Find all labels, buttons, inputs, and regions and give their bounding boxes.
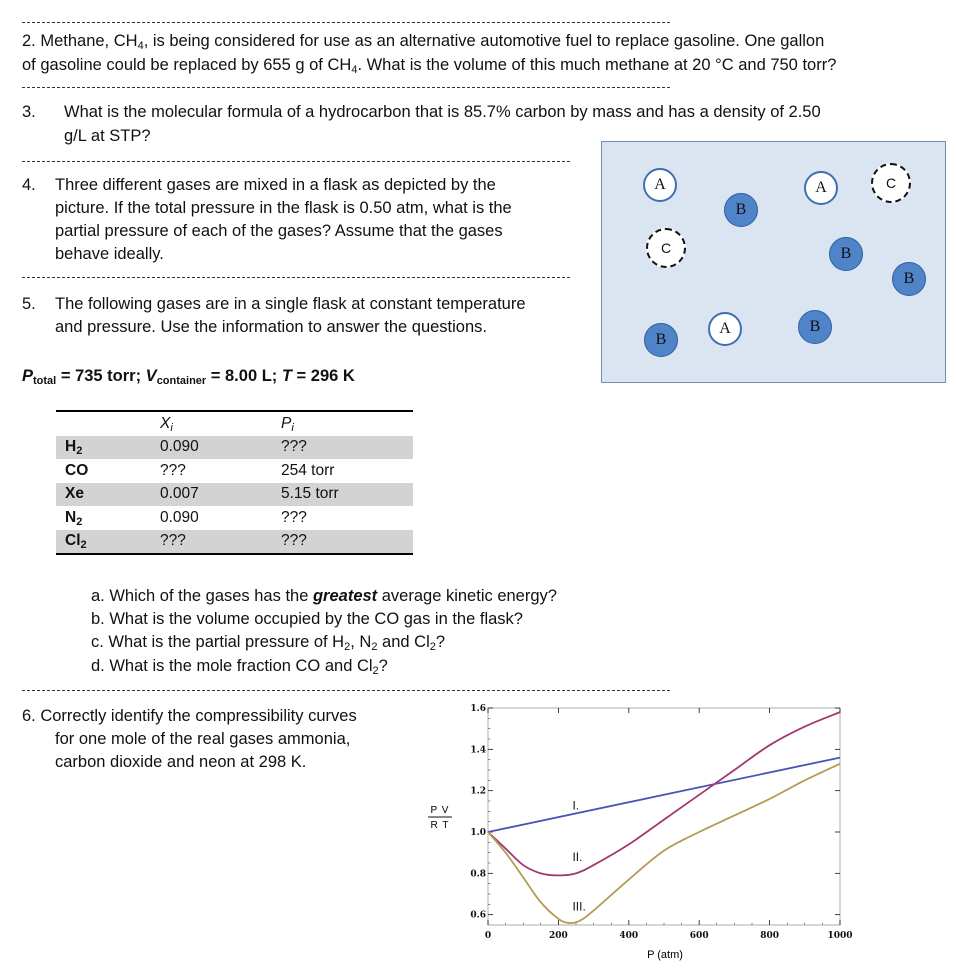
- question-2-line-1: 2. Methane, $CH_4$, is being considered for use as an alternative automotive fuel to replace gasoline. One gallon: [22, 32, 825, 52]
- separator: [22, 277, 570, 278]
- question-4-line-3: partial pressure of each of the gases? Assume that the gases: [55, 222, 503, 240]
- molecule-a: A: [804, 171, 838, 205]
- mole-fraction: ???: [160, 461, 186, 479]
- gas-name: CO: [65, 461, 89, 479]
- y-axis-label-numerator: P V: [430, 805, 450, 816]
- mole-fraction: 0.090: [160, 508, 199, 526]
- gas-name: $N_2$: [65, 508, 83, 528]
- molecule-b: B: [724, 193, 758, 227]
- partial-pressure: 254 torr: [281, 461, 335, 479]
- x-axis-ticks: [485, 708, 853, 941]
- y-axis-label-denominator: R T: [430, 820, 450, 831]
- molecule-b: B: [892, 262, 926, 296]
- question-5-number: 5.: [22, 295, 36, 313]
- molecule-c: C: [646, 228, 686, 268]
- x-tick-label: 200: [549, 931, 568, 941]
- question-2-line-2: of gasoline could be replaced by 655 g of $CH_4$. What is the volume of this much methane at 20 °C and 750 torr?: [22, 56, 837, 76]
- x-tick-label: 800: [760, 931, 779, 941]
- question-5-line-1: The following gases are in a single flask at constant temperature: [55, 295, 526, 313]
- question-6-line-1: 6. Correctly identify the compressibility curves: [22, 707, 357, 725]
- flask-diagram: [601, 141, 946, 383]
- table-header-row: [56, 411, 413, 436]
- mole-fraction-header: $X_i$: [160, 414, 173, 434]
- table-row: [56, 506, 413, 530]
- question-6-line-2: for one mole of the real gases ammonia,: [55, 730, 351, 748]
- partial-pressure: ???: [281, 530, 413, 555]
- molecule-c: C: [871, 163, 911, 203]
- partial-pressure: 5.15 torr: [281, 483, 413, 507]
- curves: [488, 712, 840, 923]
- y-tick-label: 1.2: [470, 786, 486, 797]
- question-3-line-1: What is the molecular formula of a hydrocarbon that is 85.7% carbon by mass and has a density of 2.50: [64, 103, 821, 121]
- mole-fraction: 0.090: [160, 436, 281, 460]
- gas-name: $H_2$: [56, 436, 160, 460]
- question-3-number: 3.: [22, 103, 36, 121]
- gas-data-table: [56, 410, 413, 555]
- molecule-b: B: [644, 323, 678, 357]
- curve-label-2: II.: [572, 849, 583, 864]
- question-5-line-2: and pressure. Use the information to answer the questions.: [55, 318, 487, 336]
- table-row: [56, 530, 413, 555]
- y-tick-label: 0.8: [470, 869, 486, 880]
- x-tick-label: 400: [619, 931, 639, 941]
- separator: [22, 22, 670, 23]
- question-5a: a. Which of the gases has the greatest average kinetic energy?: [91, 587, 557, 605]
- gas-name: $Cl_2$: [56, 530, 160, 555]
- y-tick-label: 1.6: [470, 704, 486, 714]
- curve-labels: [572, 798, 585, 913]
- molecule-a: A: [708, 312, 742, 346]
- question-5-conditions: $P_{total} = 735$ torr; $V_{container} = 8.00$ L; T = 296 K: [22, 367, 355, 387]
- question-3-line-2: g/L at STP?: [64, 127, 151, 145]
- partial-pressure-header: $P_i$: [281, 414, 294, 434]
- question-4-line-2: picture. If the total pressure in the flask is 0.50 atm, what is the: [55, 199, 512, 217]
- question-5b: b. What is the volume occupied by the CO gas in the flask?: [91, 610, 523, 628]
- separator: [22, 161, 570, 162]
- question-4-number: 4.: [22, 176, 36, 194]
- curve-1: [488, 758, 840, 832]
- molecule-b: B: [798, 310, 832, 344]
- compressibility-chart: [420, 700, 853, 962]
- y-tick-label: 1.4: [470, 745, 486, 756]
- x-tick-label: 600: [689, 931, 709, 941]
- separator: [22, 690, 670, 691]
- molecule-b: B: [829, 237, 863, 271]
- question-6-line-3: carbon dioxide and neon at 298 K.: [55, 753, 307, 771]
- separator: [22, 87, 670, 88]
- question-4-line-1: Three different gases are mixed in a flask as depicted by the: [55, 176, 496, 194]
- x-tick-label: 1000: [827, 931, 853, 941]
- x-tick-label: 0: [484, 931, 492, 941]
- plot-border: [488, 708, 840, 925]
- gas-name: Xe: [56, 483, 160, 507]
- curve-label-3: III.: [572, 899, 586, 914]
- curve-label-1: I.: [572, 798, 580, 813]
- mole-fraction: ???: [160, 530, 281, 555]
- molecule-a: A: [643, 168, 677, 202]
- table-row: [56, 483, 413, 507]
- curve-3: [488, 764, 840, 923]
- partial-pressure: ???: [281, 508, 307, 526]
- question-5c: c. What is the partial pressure of $H_2$, $N_2$ and $Cl_2$?: [91, 633, 446, 653]
- mole-fraction: 0.007: [160, 483, 281, 507]
- question-4-line-4: behave ideally.: [55, 245, 164, 263]
- table-row: [56, 459, 413, 483]
- table-row: [56, 436, 413, 460]
- y-tick-label: 0.6: [470, 910, 486, 921]
- plot-frame: [488, 708, 840, 925]
- y-tick-label: 1.0: [470, 828, 486, 838]
- question-5d: d. What is the mole fraction CO and $Cl_2$?: [91, 657, 388, 677]
- partial-pressure: ???: [281, 436, 413, 460]
- x-axis-label: P (atm): [647, 949, 683, 961]
